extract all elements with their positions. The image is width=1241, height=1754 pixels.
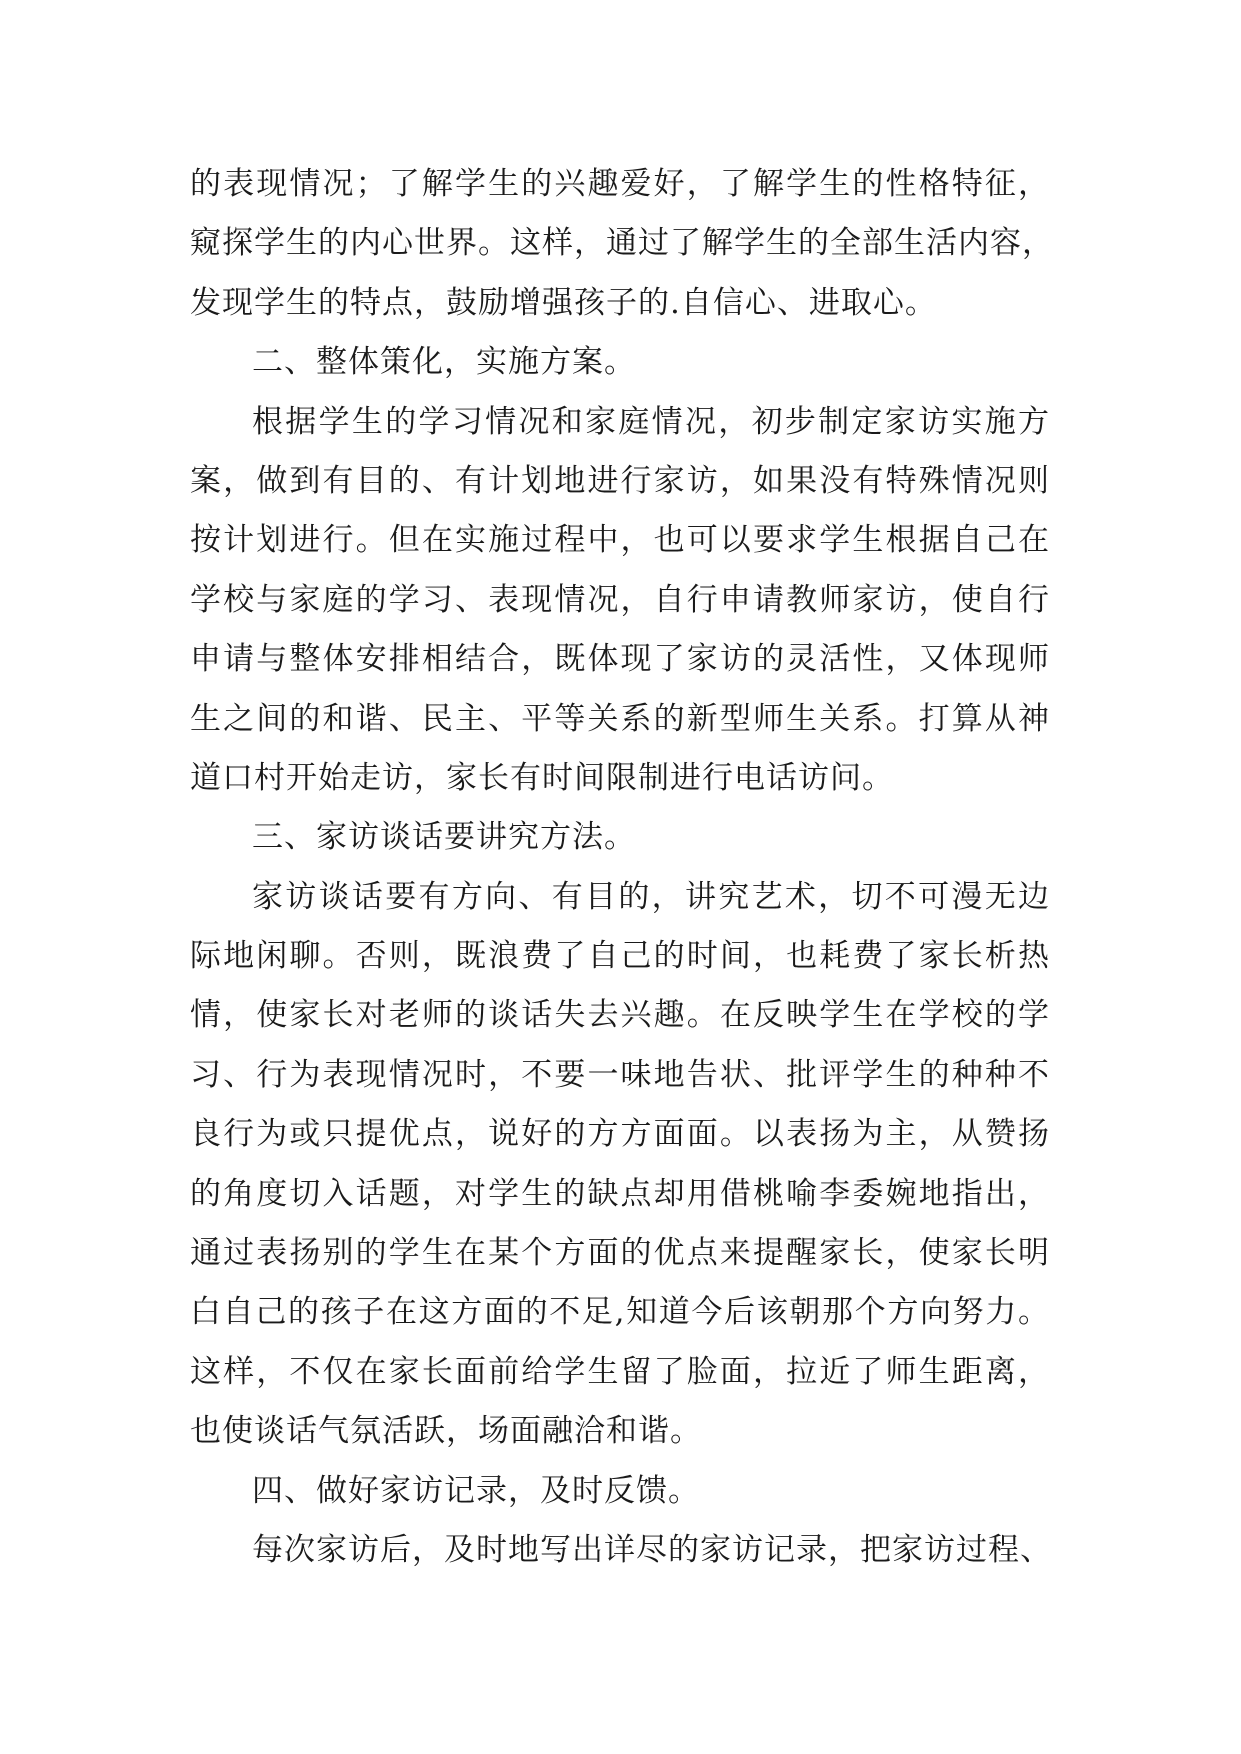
text-line: 每次家访后，及时地写出详尽的家访记录，把家访过程、 xyxy=(252,1531,1052,1568)
text-line: 按计划进行。但在实施过程中，也可以要求学生根据自己在 xyxy=(190,522,1050,559)
text-line: 习、行为表现情况时，不要一味地告状、批评学生的种种不 xyxy=(190,1056,1050,1093)
text-line: 良行为或只提优点，说好的方方面面。以表扬为主，从赞扬 xyxy=(190,1116,1050,1153)
text-line: 情，使家长对老师的谈话失去兴趣。在反映学生在学校的学 xyxy=(190,997,1050,1034)
text-line: 的角度切入话题，对学生的缺点却用借桃喻李委婉地指出， xyxy=(190,1175,1050,1212)
text-line: 生之间的和谐、民主、平等关系的新型师生关系。打算从神 xyxy=(190,700,1050,737)
text-line: 道口村开始走访，家长有时间限制进行电话访问。 xyxy=(190,759,894,796)
body-text xyxy=(190,155,1054,1580)
text-line: 学校与家庭的学习、表现情况，自行申请教师家访，使自行 xyxy=(190,581,1050,618)
text-line: 也使谈话气氛活跃，场面融洽和谐。 xyxy=(190,1413,702,1450)
text-line: 二、整体策化，实施方案。 xyxy=(252,344,636,381)
text-line: 家访谈话要有方向、有目的，讲究艺术，切不可漫无边 xyxy=(252,878,1050,915)
text-line: 际地闲聊。否则，既浪费了自己的时间，也耗费了家长析热 xyxy=(190,938,1050,975)
text-line: 这样，不仅在家长面前给学生留了脸面，拉近了师生距离， xyxy=(190,1353,1050,1390)
text-line: 根据学生的学习情况和家庭情况，初步制定家访实施方 xyxy=(252,403,1050,440)
text-line: 四、做好家访记录，及时反馈。 xyxy=(252,1472,700,1509)
text-line: 案，做到有目的、有计划地进行家访，如果没有特殊情况则 xyxy=(190,462,1050,499)
text-line: 窥探学生的内心世界。这样，通过了解学生的全部生活内容， xyxy=(190,225,1054,262)
text-line: 的表现情况；了解学生的兴趣爱好，了解学生的性格特征， xyxy=(190,166,1050,202)
text-line: 通过表扬别的学生在某个方面的优点来提醒家长，使家长明 xyxy=(190,1235,1050,1272)
text-line: 发现学生的特点，鼓励增强孩子的.自信心、进取心。 xyxy=(190,284,937,321)
text-line: 申请与整体安排相结合，既体现了家访的灵活性，又体现师 xyxy=(190,641,1050,678)
text-line: 白自己的孩子在这方面的不足,知道今后该朝那个方向努力。 xyxy=(190,1294,1050,1331)
text-line: 三、家访谈话要讲究方法。 xyxy=(252,819,636,856)
